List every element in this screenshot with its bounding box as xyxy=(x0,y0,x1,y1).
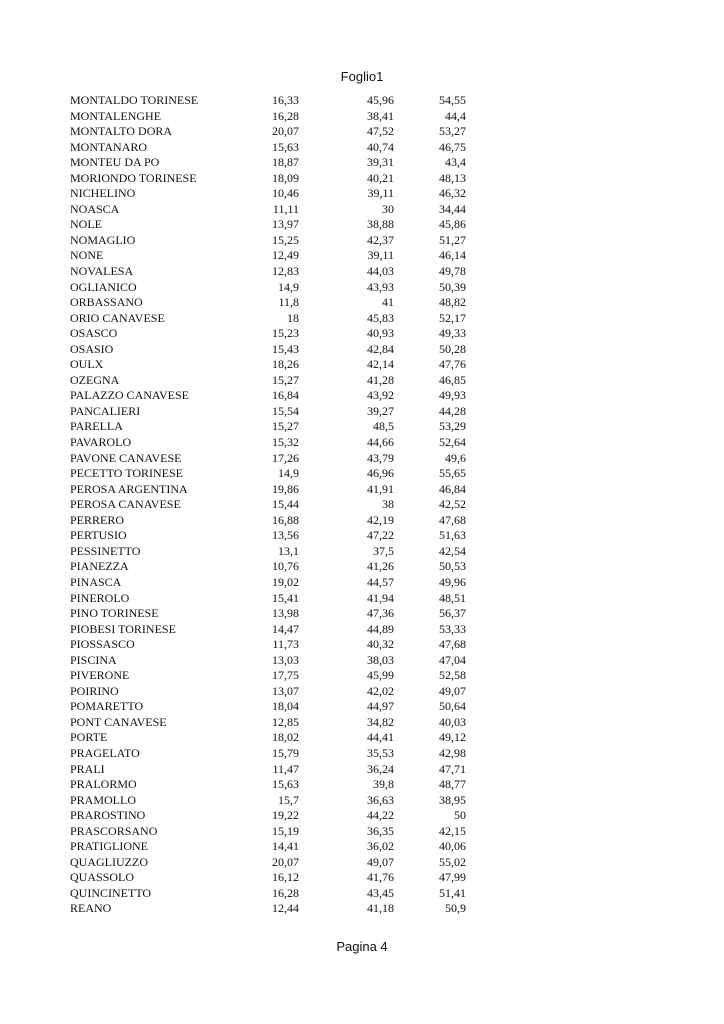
value-col-1: 12,85 xyxy=(272,714,299,729)
table-row xyxy=(70,435,470,451)
municipality-name: MORIONDO TORINESE xyxy=(70,170,197,185)
municipality-name: PIOSSASCO xyxy=(70,637,135,652)
value-col-2: 35,53 xyxy=(367,745,394,760)
table-row xyxy=(70,528,470,544)
table-row xyxy=(70,730,470,746)
value-col-1: 10,46 xyxy=(272,186,299,201)
value-col-3: 48,51 xyxy=(439,590,466,605)
value-col-2: 36,35 xyxy=(367,823,394,838)
value-col-2: 38,88 xyxy=(367,217,394,232)
table-row xyxy=(70,637,470,653)
table-row xyxy=(70,140,470,156)
value-col-2: 44,22 xyxy=(367,808,394,823)
value-col-3: 42,52 xyxy=(439,497,466,512)
municipality-name: PRATIGLIONE xyxy=(70,839,148,854)
value-col-2: 38,41 xyxy=(367,108,394,123)
value-col-3: 51,27 xyxy=(439,232,466,247)
municipality-name: NOASCA xyxy=(70,201,120,216)
table-row xyxy=(70,513,470,529)
value-col-2: 39,27 xyxy=(367,403,394,418)
table-row xyxy=(70,559,470,575)
table-row xyxy=(70,311,470,327)
value-col-1: 12,83 xyxy=(272,264,299,279)
table-row xyxy=(70,93,470,109)
municipality-name: NOMAGLIO xyxy=(70,232,136,247)
municipality-name: MONTANARO xyxy=(70,139,148,154)
value-col-3: 55,02 xyxy=(439,854,466,869)
value-col-2: 42,19 xyxy=(367,512,394,527)
value-col-2: 41,76 xyxy=(367,870,394,885)
value-col-1: 20,07 xyxy=(272,124,299,139)
value-col-3: 56,37 xyxy=(439,606,466,621)
value-col-3: 54,55 xyxy=(439,93,466,107)
value-col-3: 50,64 xyxy=(439,699,466,714)
value-col-3: 50,28 xyxy=(439,341,466,356)
value-col-1: 14,9 xyxy=(278,466,299,481)
municipality-name: MONTEU DA PO xyxy=(70,155,160,170)
table-row xyxy=(70,171,470,187)
municipality-name: PANCALIERI xyxy=(70,403,141,418)
municipality-name: PALAZZO CANAVESE xyxy=(70,388,190,403)
municipality-name: PRAMOLLO xyxy=(70,792,137,807)
value-col-3: 46,32 xyxy=(439,186,466,201)
table-row xyxy=(70,777,470,793)
table-row xyxy=(70,248,470,264)
value-col-3: 53,27 xyxy=(439,124,466,139)
value-col-3: 52,58 xyxy=(439,668,466,683)
value-col-3: 55,65 xyxy=(439,466,466,481)
value-col-1: 16,33 xyxy=(272,93,299,107)
value-col-2: 44,97 xyxy=(367,699,394,714)
value-col-3: 48,82 xyxy=(439,295,466,310)
value-col-3: 53,33 xyxy=(439,621,466,636)
table-row xyxy=(70,544,470,560)
value-col-2: 47,22 xyxy=(367,528,394,543)
table-row xyxy=(70,186,470,202)
value-col-2: 40,21 xyxy=(367,170,394,185)
value-col-3: 49,07 xyxy=(439,683,466,698)
municipality-name: PINASCA xyxy=(70,574,122,589)
value-col-1: 16,28 xyxy=(272,885,299,900)
value-col-3: 49,33 xyxy=(439,326,466,341)
value-col-3: 46,85 xyxy=(439,372,466,387)
value-col-2: 40,32 xyxy=(367,637,394,652)
municipality-name: NICHELINO xyxy=(70,186,136,201)
table-row xyxy=(70,870,470,886)
value-col-1: 13,56 xyxy=(272,528,299,543)
municipality-name: PAVAROLO xyxy=(70,435,132,450)
table-row xyxy=(70,839,470,855)
value-col-1: 15,19 xyxy=(272,823,299,838)
value-col-3: 52,17 xyxy=(439,310,466,325)
table-row xyxy=(70,715,470,731)
municipality-name: PEROSA CANAVESE xyxy=(70,497,181,512)
value-col-1: 18,26 xyxy=(272,357,299,372)
value-col-1: 15,63 xyxy=(272,777,299,792)
table-row xyxy=(70,233,470,249)
value-col-1: 14,47 xyxy=(272,621,299,636)
value-col-1: 16,84 xyxy=(272,388,299,403)
value-col-3: 50 xyxy=(454,808,466,823)
table-row xyxy=(70,699,470,715)
value-col-1: 15,44 xyxy=(272,497,299,512)
value-col-2: 44,57 xyxy=(367,574,394,589)
municipality-name: OGLIANICO xyxy=(70,279,137,294)
table-row xyxy=(70,622,470,638)
table-row xyxy=(70,342,470,358)
value-col-3: 44,28 xyxy=(439,403,466,418)
value-col-3: 44,4 xyxy=(445,108,466,123)
value-col-3: 49,12 xyxy=(439,730,466,745)
value-col-3: 34,44 xyxy=(439,201,466,216)
municipality-name: POIRINO xyxy=(70,683,119,698)
value-col-2: 47,36 xyxy=(367,606,394,621)
municipality-name: PRALI xyxy=(70,761,105,776)
table-row xyxy=(70,124,470,140)
table-row xyxy=(70,482,470,498)
value-col-2: 37,5 xyxy=(373,543,394,558)
value-col-3: 51,63 xyxy=(439,528,466,543)
value-col-3: 49,78 xyxy=(439,264,466,279)
value-col-2: 41,28 xyxy=(367,372,394,387)
value-col-2: 36,24 xyxy=(367,761,394,776)
municipality-name: MONTALENGHE xyxy=(70,108,162,123)
value-col-3: 50,39 xyxy=(439,279,466,294)
value-col-1: 12,44 xyxy=(272,901,299,916)
value-col-3: 51,41 xyxy=(439,885,466,900)
value-col-1: 13,1 xyxy=(278,543,299,558)
value-col-2: 43,45 xyxy=(367,885,394,900)
value-col-2: 41,91 xyxy=(367,481,394,496)
municipality-name: OSASIO xyxy=(70,341,114,356)
municipality-name: REANO xyxy=(70,901,112,916)
value-col-2: 41,94 xyxy=(367,590,394,605)
table-row xyxy=(70,264,470,280)
table-row xyxy=(70,326,470,342)
value-col-1: 15,25 xyxy=(272,232,299,247)
municipality-name: ORIO CANAVESE xyxy=(70,310,165,325)
value-col-3: 46,14 xyxy=(439,248,466,263)
value-col-3: 47,04 xyxy=(439,652,466,667)
value-col-1: 18,02 xyxy=(272,730,299,745)
table-row xyxy=(70,497,470,513)
value-col-2: 39,8 xyxy=(373,777,394,792)
value-col-1: 11,47 xyxy=(272,761,299,776)
table-row xyxy=(70,295,470,311)
municipality-name: PORTE xyxy=(70,730,108,745)
value-col-3: 47,99 xyxy=(439,870,466,885)
value-col-3: 50,53 xyxy=(439,559,466,574)
table-row xyxy=(70,668,470,684)
page-number: Pagina 4 xyxy=(336,939,388,954)
value-col-3: 46,84 xyxy=(439,481,466,496)
value-col-3: 42,98 xyxy=(439,745,466,760)
value-col-1: 17,75 xyxy=(272,668,299,683)
municipality-name: PINO TORINESE xyxy=(70,606,159,621)
municipality-name: NOLE xyxy=(70,217,102,232)
sheet-title: Foglio1 xyxy=(340,69,384,84)
municipality-name: PERRERO xyxy=(70,512,125,527)
value-col-2: 40,74 xyxy=(367,139,394,154)
municipality-name: PIVERONE xyxy=(70,668,130,683)
value-col-2: 42,37 xyxy=(367,232,394,247)
municipality-name: PONT CANAVESE xyxy=(70,714,167,729)
value-col-2: 43,79 xyxy=(367,450,394,465)
value-col-1: 13,03 xyxy=(272,652,299,667)
value-col-1: 19,86 xyxy=(272,481,299,496)
municipality-name: PECETTO TORINESE xyxy=(70,466,184,481)
value-col-3: 43,4 xyxy=(445,155,466,170)
value-col-3: 49,96 xyxy=(439,574,466,589)
municipality-name: PRASCORSANO xyxy=(70,823,158,838)
data-table xyxy=(70,93,470,917)
value-col-1: 14,41 xyxy=(272,839,299,854)
value-col-2: 44,41 xyxy=(367,730,394,745)
municipality-name: PINEROLO xyxy=(70,590,130,605)
table-row xyxy=(70,606,470,622)
municipality-name: MONTALDO TORINESE xyxy=(70,93,199,107)
value-col-2: 48,5 xyxy=(373,419,394,434)
value-col-1: 11,8 xyxy=(278,295,299,310)
value-col-1: 18 xyxy=(287,310,299,325)
value-col-3: 47,68 xyxy=(439,512,466,527)
municipality-name: PIANEZZA xyxy=(70,559,129,574)
value-col-1: 15,41 xyxy=(272,590,299,605)
value-col-1: 15,63 xyxy=(272,139,299,154)
value-col-2: 44,03 xyxy=(367,264,394,279)
municipality-name: QUASSOLO xyxy=(70,870,135,885)
value-col-1: 10,76 xyxy=(272,559,299,574)
table-row xyxy=(70,653,470,669)
value-col-3: 48,77 xyxy=(439,777,466,792)
value-col-3: 47,76 xyxy=(439,357,466,372)
municipality-name: ORBASSANO xyxy=(70,295,143,310)
value-col-1: 12,49 xyxy=(272,248,299,263)
value-col-1: 14,9 xyxy=(278,279,299,294)
value-col-1: 18,09 xyxy=(272,170,299,185)
table-row xyxy=(70,746,470,762)
value-col-3: 53,29 xyxy=(439,419,466,434)
value-col-1: 16,88 xyxy=(272,512,299,527)
value-col-2: 47,52 xyxy=(367,124,394,139)
value-col-1: 18,04 xyxy=(272,699,299,714)
table-row xyxy=(70,217,470,233)
value-col-2: 40,93 xyxy=(367,326,394,341)
municipality-name: PERTUSIO xyxy=(70,528,127,543)
table-row xyxy=(70,901,470,917)
municipality-name: NOVALESA xyxy=(70,264,134,279)
table-row xyxy=(70,451,470,467)
municipality-name: PEROSA ARGENTINA xyxy=(70,481,188,496)
value-col-3: 47,71 xyxy=(439,761,466,776)
value-col-3: 49,6 xyxy=(445,450,466,465)
value-col-1: 15,23 xyxy=(272,326,299,341)
value-col-1: 11,11 xyxy=(272,201,299,216)
municipality-name: OZEGNA xyxy=(70,372,120,387)
table-row xyxy=(70,808,470,824)
value-col-1: 15,7 xyxy=(278,792,299,807)
value-col-2: 39,11 xyxy=(367,248,394,263)
table-row xyxy=(70,357,470,373)
value-col-2: 41 xyxy=(382,295,394,310)
value-col-3: 40,06 xyxy=(439,839,466,854)
municipality-name: NONE xyxy=(70,248,104,263)
value-col-1: 15,79 xyxy=(272,745,299,760)
value-col-1: 15,54 xyxy=(272,403,299,418)
table-row xyxy=(70,202,470,218)
value-col-3: 45,86 xyxy=(439,217,466,232)
table-row xyxy=(70,404,470,420)
municipality-name: PRALORMO xyxy=(70,777,137,792)
municipality-name: POMARETTO xyxy=(70,699,144,714)
table-row xyxy=(70,886,470,902)
value-col-1: 11,73 xyxy=(272,637,299,652)
table-row xyxy=(70,280,470,296)
value-col-1: 15,27 xyxy=(272,419,299,434)
value-col-2: 46,96 xyxy=(367,466,394,481)
value-col-2: 45,99 xyxy=(367,668,394,683)
value-col-2: 43,93 xyxy=(367,279,394,294)
municipality-name: QUINCINETTO xyxy=(70,885,152,900)
value-col-3: 48,13 xyxy=(439,170,466,185)
value-col-3: 46,75 xyxy=(439,139,466,154)
value-col-2: 45,83 xyxy=(367,310,394,325)
table-row xyxy=(70,762,470,778)
value-col-3: 42,15 xyxy=(439,823,466,838)
value-col-2: 36,02 xyxy=(367,839,394,854)
value-col-2: 44,66 xyxy=(367,435,394,450)
value-col-1: 16,28 xyxy=(272,108,299,123)
table-row xyxy=(70,109,470,125)
municipality-name: PESSINETTO xyxy=(70,543,141,558)
value-col-2: 42,02 xyxy=(367,683,394,698)
value-col-2: 30 xyxy=(382,201,394,216)
table-row xyxy=(70,855,470,871)
table-row xyxy=(70,793,470,809)
value-col-1: 13,98 xyxy=(272,606,299,621)
municipality-name: PISCINA xyxy=(70,652,117,667)
value-col-2: 45,96 xyxy=(367,93,394,107)
table-row xyxy=(70,575,470,591)
value-col-2: 44,89 xyxy=(367,621,394,636)
value-col-1: 13,07 xyxy=(272,683,299,698)
value-col-2: 38,03 xyxy=(367,652,394,667)
value-col-1: 19,02 xyxy=(272,574,299,589)
value-col-2: 41,18 xyxy=(367,901,394,916)
table-row xyxy=(70,388,470,404)
value-col-1: 20,07 xyxy=(272,854,299,869)
municipality-name: QUAGLIUZZO xyxy=(70,854,148,869)
value-col-3: 40,03 xyxy=(439,714,466,729)
value-col-1: 15,27 xyxy=(272,372,299,387)
value-col-3: 49,93 xyxy=(439,388,466,403)
value-col-3: 42,54 xyxy=(439,543,466,558)
municipality-name: PAVONE CANAVESE xyxy=(70,450,182,465)
value-col-2: 36,63 xyxy=(367,792,394,807)
municipality-name: MONTALTO DORA xyxy=(70,124,173,139)
value-col-2: 39,31 xyxy=(367,155,394,170)
value-col-2: 42,84 xyxy=(367,341,394,356)
table-row xyxy=(70,466,470,482)
table-row xyxy=(70,373,470,389)
municipality-name: PARELLA xyxy=(70,419,123,434)
municipality-name: OSASCO xyxy=(70,326,118,341)
table-row xyxy=(70,824,470,840)
value-col-2: 34,82 xyxy=(367,714,394,729)
table-row xyxy=(70,419,470,435)
value-col-1: 18,87 xyxy=(272,155,299,170)
value-col-2: 39,11 xyxy=(367,186,394,201)
value-col-1: 13,97 xyxy=(272,217,299,232)
municipality-name: PRAROSTINO xyxy=(70,808,146,823)
value-col-1: 19,22 xyxy=(272,808,299,823)
value-col-2: 38 xyxy=(382,497,394,512)
value-col-2: 42,14 xyxy=(367,357,394,372)
value-col-1: 15,32 xyxy=(272,435,299,450)
table-row xyxy=(70,684,470,700)
municipality-name: PRAGELATO xyxy=(70,745,140,760)
table-row xyxy=(70,591,470,607)
value-col-3: 52,64 xyxy=(439,435,466,450)
table-row xyxy=(70,155,470,171)
value-col-2: 49,07 xyxy=(367,854,394,869)
value-col-1: 16,12 xyxy=(272,870,299,885)
value-col-1: 17,26 xyxy=(272,450,299,465)
value-col-3: 38,95 xyxy=(439,792,466,807)
municipality-name: OULX xyxy=(70,357,104,372)
value-col-3: 47,68 xyxy=(439,637,466,652)
value-col-3: 50,9 xyxy=(445,901,466,916)
value-col-1: 15,43 xyxy=(272,341,299,356)
value-col-2: 41,26 xyxy=(367,559,394,574)
municipality-name: PIOBESI TORINESE xyxy=(70,621,176,636)
value-col-2: 43,92 xyxy=(367,388,394,403)
